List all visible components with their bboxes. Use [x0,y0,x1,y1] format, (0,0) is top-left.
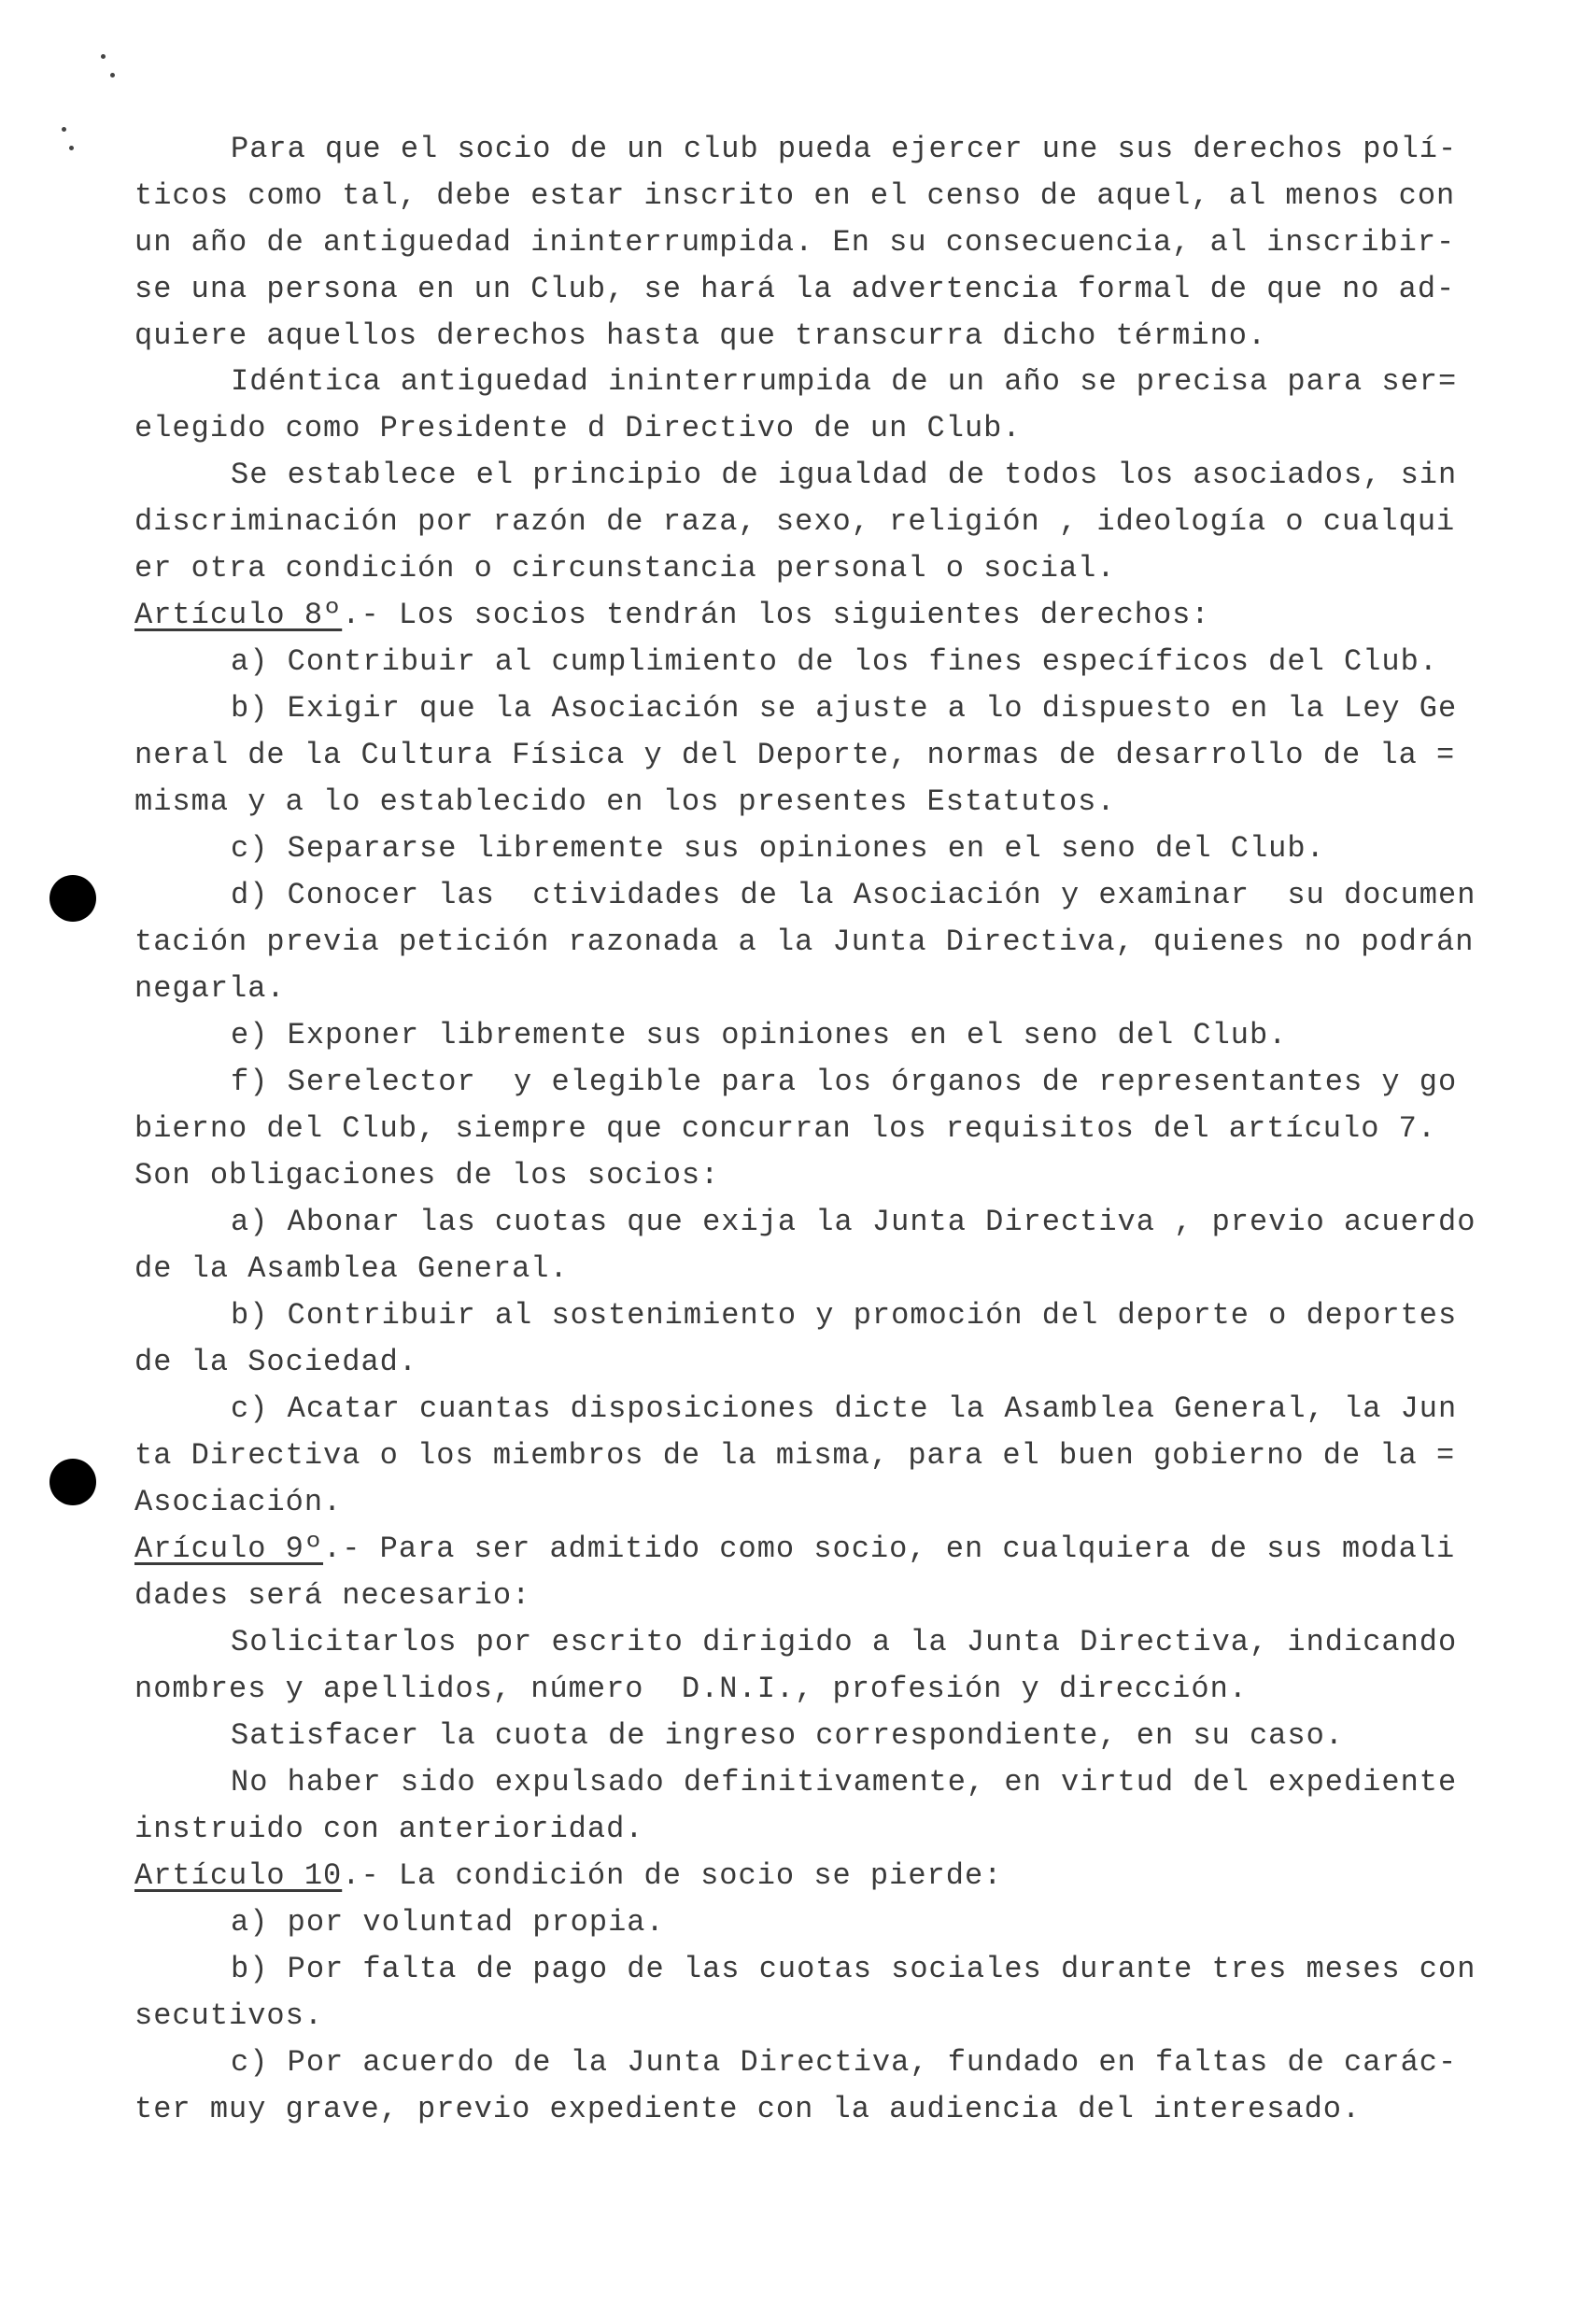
text-line: Idéntica antiguedad ininterrumpida de un año se precisa para ser= [231,364,1458,399]
text-line: b) Exigir que la Asociación se ajuste a lo dispuesto en la Ley Ge [231,691,1458,726]
text-line: instruido con anterioridad. [134,1812,644,1846]
ink-speck [69,146,74,150]
text-line: d) Conocer las ctividades de la Asociación y examinar su documen [231,878,1476,912]
text-line: Asociación. [134,1485,343,1519]
text-line: c) Separarse libremente sus opiniones en el seno del Club. [231,831,1325,866]
article-8-heading: Artículo 8º [134,598,343,632]
text-line: c) Acatar cuantas disposiciones dicte la Asamblea General, la Jun [231,1391,1458,1426]
text-line: bierno del Club, siempre que concurran los requisitos del artículo 7. [134,1111,1437,1146]
text-line: tación previa petición razonada a la Junta Directiva, quienes no podrán [134,925,1475,959]
text-line: ter muy grave, previo expediente con la audiencia del interesado. [134,2092,1362,2126]
text-line: elegido como Presidente d Directivo de un Club. [134,411,1022,445]
text-line: No haber sido expulsado definitivamente, en virtud del expediente [231,1765,1458,1800]
text-line: .- Los socios tendrán los siguientes derechos: [342,598,1210,632]
text-line: secutivos. [134,1998,324,2033]
text-line: un año de antiguedad ininterrumpida. En su consecuencia, al inscribir- [134,225,1456,260]
ink-speck [62,127,66,132]
text-line: Para que el socio de un club pueda ejercer une sus derechos polí- [231,132,1458,166]
text-line: b) Por falta de pago de las cuotas sociales durante tres meses con [231,1952,1476,1986]
text-line: se una persona en un Club, se hará la advertencia formal de que no ad- [134,272,1456,306]
text-line: quiere aquellos derechos hasta que transcurra dicho término. [134,318,1267,353]
text-line: nombres y apellidos, número D.N.I., profesión y dirección. [134,1672,1248,1706]
article-10-heading: Artículo 10 [134,1858,343,1893]
article-9-line [134,1531,1455,1568]
text-line: f) Serelector y elegible para los órganos de representantes y go [231,1065,1458,1099]
text-line: neral de la Cultura Física y del Deporte, normas de desarrollo de la = [134,738,1456,772]
text-line: .- La condición de socio se pierde: [342,1858,1003,1893]
text-line: er otra condición o circunstancia personal o social. [134,551,1116,586]
text-line: ticos como tal, debe estar inscrito en el censo de aquel, al menos con [134,178,1456,213]
punch-hole-top [49,875,96,922]
text-line: Satisfacer la cuota de ingreso correspondiente, en su caso. [231,1718,1344,1753]
text-line: Solicitarlos por escrito dirigido a la Junta Directiva, indicando [231,1625,1458,1659]
text-line: a) Abonar las cuotas que exija la Junta Directiva , previo acuerdo [231,1205,1476,1239]
article-8-line [134,597,1210,634]
text-line: Se establece el principio de igualdad de todos los asociados, sin [231,458,1458,492]
text-line: de la Sociedad. [134,1345,418,1379]
article-9-heading: Arículo 9º [134,1532,324,1566]
text-line: e) Exponer libremente sus opiniones en el seno del Club. [231,1018,1288,1052]
ink-speck [101,54,106,59]
text-line: discriminación por razón de raza, sexo, religión , ideología o cualqui [134,504,1456,539]
ink-speck [110,73,115,78]
text-line: misma y a lo establecido en los presentes Estatutos. [134,784,1116,819]
text-line: ta Directiva o los miembros de la misma, para el buen gobierno de la = [134,1438,1456,1473]
article-10-line [134,1857,1002,1895]
text-line: c) Por acuerdo de la Junta Directiva, fundado en faltas de carác- [231,2045,1458,2080]
text-line: a) por voluntad propia. [231,1905,665,1940]
text-line: b) Contribuir al sostenimiento y promoción del deporte o deportes [231,1298,1458,1333]
text-line: dades será necesario: [134,1578,531,1613]
punch-hole-bottom [49,1459,96,1505]
text-line: a) Contribuir al cumplimiento de los fines específicos del Club. [231,644,1438,679]
text-line: de la Asamblea General. [134,1251,569,1286]
text-line: .- Para ser admitido como socio, en cualquiera de sus modali [323,1532,1456,1566]
text-line: Son obligaciones de los socios: [134,1158,720,1193]
text-line: negarla. [134,971,286,1006]
